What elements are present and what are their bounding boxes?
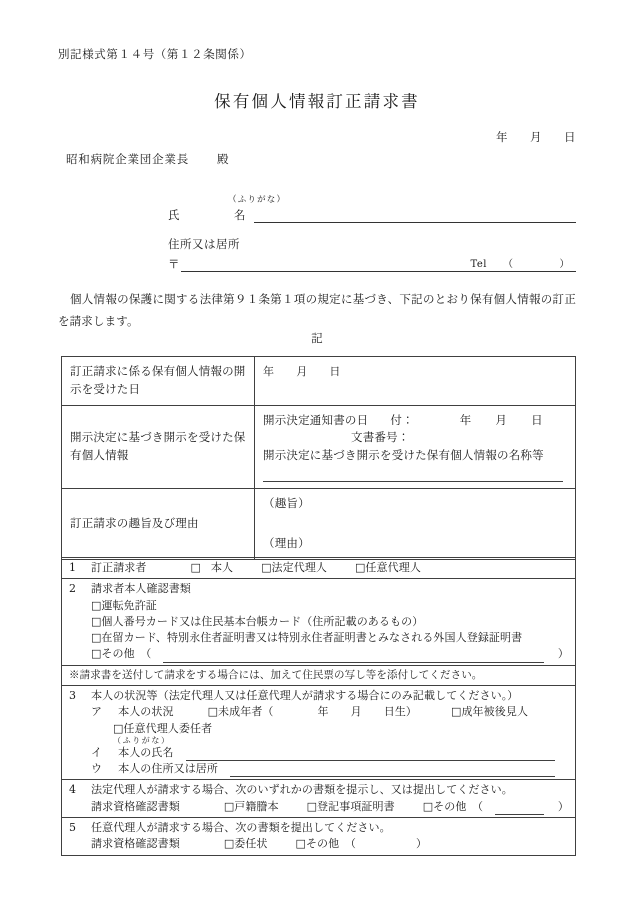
item3-minor-option: 未成年者（ — [218, 705, 274, 719]
item3-adult-ward-option: 成年被後見人 — [461, 705, 529, 719]
table-row — [62, 686, 576, 780]
applicant-address-label: 住所又は居所 — [168, 237, 240, 252]
row2-year: 年 — [459, 412, 472, 427]
item2-option-row-0 — [69, 598, 569, 614]
row2-doc-number-label: 文書番号： — [351, 430, 410, 445]
checkbox-other-voluntary-document[interactable]: □ — [295, 837, 306, 851]
checkbox-other-legal-document[interactable]: □ — [422, 799, 434, 813]
applicant-block — [168, 196, 576, 272]
item2-heading — [69, 581, 569, 597]
checkbox-voluntary-representative[interactable]: □ — [355, 561, 366, 574]
row2-day: 日 — [531, 412, 543, 427]
item5-options-row — [69, 836, 569, 852]
item5-number: 5 — [69, 820, 77, 834]
item3-sub-c-row — [69, 761, 569, 777]
addressee — [66, 151, 229, 167]
table-row — [62, 405, 576, 488]
ki-marker: 記 — [311, 331, 323, 345]
checkbox-minor[interactable]: □ — [207, 705, 219, 719]
item3-birth-day: 日生） — [383, 705, 418, 719]
item3-birth-year: 年 — [317, 705, 329, 719]
table-row — [62, 357, 576, 406]
applicant-name-row — [168, 207, 576, 223]
checkbox-honnin[interactable]: □ — [190, 561, 201, 574]
item2-label: 請求者本人確認書類 — [91, 582, 191, 596]
checklist-item-5 — [62, 817, 576, 855]
row1-day: 日 — [329, 365, 341, 378]
item3-sub-b-row — [69, 745, 569, 761]
item5-heading — [69, 820, 569, 836]
item4-other-close: ） — [557, 799, 569, 813]
item3-sub-a-row2 — [69, 721, 569, 737]
checklist-item-2 — [62, 579, 576, 665]
checkbox-drivers-license[interactable]: □ — [91, 598, 102, 612]
item4-options-row — [69, 799, 569, 815]
table-row — [62, 489, 576, 560]
item4-option-0: 戸籍謄本 — [234, 799, 279, 813]
item3-principal-address-input[interactable] — [230, 764, 555, 777]
item3-sub-a-label: 本人の状況 — [118, 705, 174, 719]
row2-notice-date-line — [263, 412, 567, 430]
name-label-part2: 名 — [234, 208, 246, 223]
checklist-item-4 — [62, 780, 576, 818]
date-month-label: 月 — [530, 130, 542, 144]
item2-option-row-1 — [69, 614, 569, 630]
item3-furigana-label: （ふりがな） — [113, 735, 171, 745]
table-row — [62, 579, 576, 665]
applicant-address-input[interactable] — [181, 257, 577, 272]
item1-option-0: 本人 — [210, 561, 234, 574]
item2-option-3: その他 （ — [101, 647, 152, 661]
row3-label: 訂正請求の趣旨及び理由 — [62, 489, 255, 560]
row2-date-suffix: 付： — [390, 412, 414, 427]
table-row — [62, 665, 576, 686]
item2-option-0: 運転免許証 — [101, 598, 157, 612]
row1-date-value[interactable] — [255, 357, 576, 406]
item1-option-2: 任意代理人 — [365, 561, 421, 574]
submission-date-line — [496, 129, 576, 145]
item2-option-row-3 — [69, 646, 569, 662]
item2-other-input[interactable] — [163, 650, 543, 663]
name-label-part1: 氏 — [168, 208, 180, 223]
furigana-label: （ふりがな） — [228, 195, 287, 205]
item3-sub-a-row — [69, 704, 569, 720]
checkbox-adult-ward[interactable]: □ — [451, 705, 462, 719]
item3-heading — [69, 688, 569, 704]
item3-principal-name-input[interactable] — [186, 748, 555, 761]
item3-birth-month: 月 — [350, 705, 362, 719]
tel-open-paren: （ — [503, 259, 514, 271]
row1-label: 訂正請求に係る保有個人情報の開示を受けた日 — [62, 357, 255, 406]
checkbox-registry-certificate[interactable]: □ — [306, 799, 318, 813]
item3-sub-b-label: 本人の氏名 — [118, 745, 174, 759]
row2-info-name-input[interactable] — [263, 467, 563, 482]
main-info-table — [61, 356, 576, 560]
item4-label: 法定代理人が請求する場合、次のいずれかの書類を提示し、又は提出してください。 — [91, 783, 513, 797]
page-title: 保有個人情報訂正請求書 — [214, 92, 420, 111]
checkbox-voluntary-delegator[interactable]: □ — [113, 721, 124, 735]
item2-other-close: ） — [557, 647, 569, 661]
item3-sub-b-marker: イ — [91, 745, 103, 759]
checkbox-legal-representative[interactable]: □ — [261, 561, 272, 574]
postal-code-icon: 〒 — [168, 257, 180, 272]
applicant-address-row — [168, 256, 576, 272]
item5-option-0: 委任状 — [234, 837, 268, 851]
item5-doc-label: 請求資格確認書類 — [91, 837, 180, 851]
row2-info-name-label: 開示決定に基づき開示を受けた保有個人情報の名称等 — [263, 448, 544, 463]
row1-month: 月 — [296, 365, 308, 378]
item3-label: 本人の状況等（法定代理人又は任意代理人が請求する場合にのみ記載してください。） — [91, 689, 519, 703]
table-row — [62, 780, 576, 818]
row3-purpose-label: （趣旨） — [263, 496, 310, 511]
item3-number: 3 — [69, 689, 77, 703]
checklist-item-1 — [62, 558, 576, 579]
row1-year: 年 — [263, 365, 275, 378]
item2-option-2: 在留カード、特別永住者証明書又は特別永住者証明書とみなされる外国人登録証明書 — [101, 631, 523, 645]
body-paragraph: 個人情報の保護に関する法律第９１条第１項の規定に基づき、下記のとおり保有個人情報の訂正を請求します。 — [58, 292, 576, 329]
checkbox-residence-card[interactable]: □ — [91, 631, 102, 645]
form-number: 別記様式第１４号（第１２条関係） — [58, 47, 252, 61]
item2-number: 2 — [69, 582, 77, 596]
item3-sub-c-marker: ウ — [91, 762, 103, 776]
checklist-item-3 — [62, 686, 576, 780]
date-day-label: 日 — [564, 130, 576, 144]
telephone-field[interactable] — [470, 255, 570, 270]
item1-label: 訂正請求者 — [91, 561, 147, 574]
item2-option-1: 個人番号カード又は住民基本台帳カード（住所記載のあるもの） — [101, 614, 424, 628]
item1-option-1: 法定代理人 — [271, 561, 328, 574]
item4-doc-label: 請求資格確認書類 — [91, 799, 180, 813]
checkbox-family-register[interactable]: □ — [223, 799, 235, 813]
item4-option-1: 登記事項証明書 — [317, 799, 395, 813]
addressee-honorific: 殿 — [217, 152, 230, 166]
addressee-name: 昭和病院企業団企業長 — [66, 152, 189, 166]
item2-option-row-2 — [69, 630, 569, 646]
checkbox-mynumber-card[interactable]: □ — [91, 614, 102, 628]
row2-month: 月 — [495, 412, 508, 427]
item1-number: 1 — [69, 561, 77, 574]
date-year-label: 年 — [496, 130, 508, 144]
checklist-table — [61, 557, 576, 856]
row2-value[interactable] — [255, 405, 576, 488]
item2-note: ※請求書を送付して請求をする場合には、加えて住民票の写し等を添付してください。 — [62, 665, 576, 686]
item4-heading — [69, 782, 569, 798]
row3-reason-label: （理由） — [263, 535, 310, 550]
tel-label: Tel — [470, 259, 487, 271]
item5-label: 任意代理人が請求する場合、次の書類を提出してください。 — [91, 820, 391, 834]
item3-sub-a-marker: ア — [91, 705, 103, 719]
item4-other-input[interactable] — [495, 802, 544, 815]
row2-notice-date-label: 開示決定通知書の日 — [263, 412, 369, 427]
row3-value[interactable] — [255, 489, 576, 560]
table-row — [62, 558, 576, 579]
item5-option-1: その他 （ — [305, 837, 356, 851]
tel-close-paren: ） — [559, 259, 570, 271]
checkbox-other-id-document[interactable]: □ — [91, 647, 102, 661]
applicant-name-label — [168, 207, 254, 223]
item4-option-2: その他 （ — [433, 799, 484, 813]
item4-number: 4 — [69, 783, 77, 797]
applicant-name-input[interactable] — [254, 209, 576, 223]
row2-label: 開示決定に基づき開示を受けた保有個人情報 — [62, 405, 255, 488]
table-row — [62, 817, 576, 855]
item3-sub-c-label: 本人の住所又は居所 — [118, 762, 219, 776]
item5-other-close: ） — [415, 837, 428, 851]
item3-delegator-option: 任意代理人委任者 — [123, 721, 213, 735]
checkbox-power-of-attorney[interactable]: □ — [223, 837, 235, 851]
